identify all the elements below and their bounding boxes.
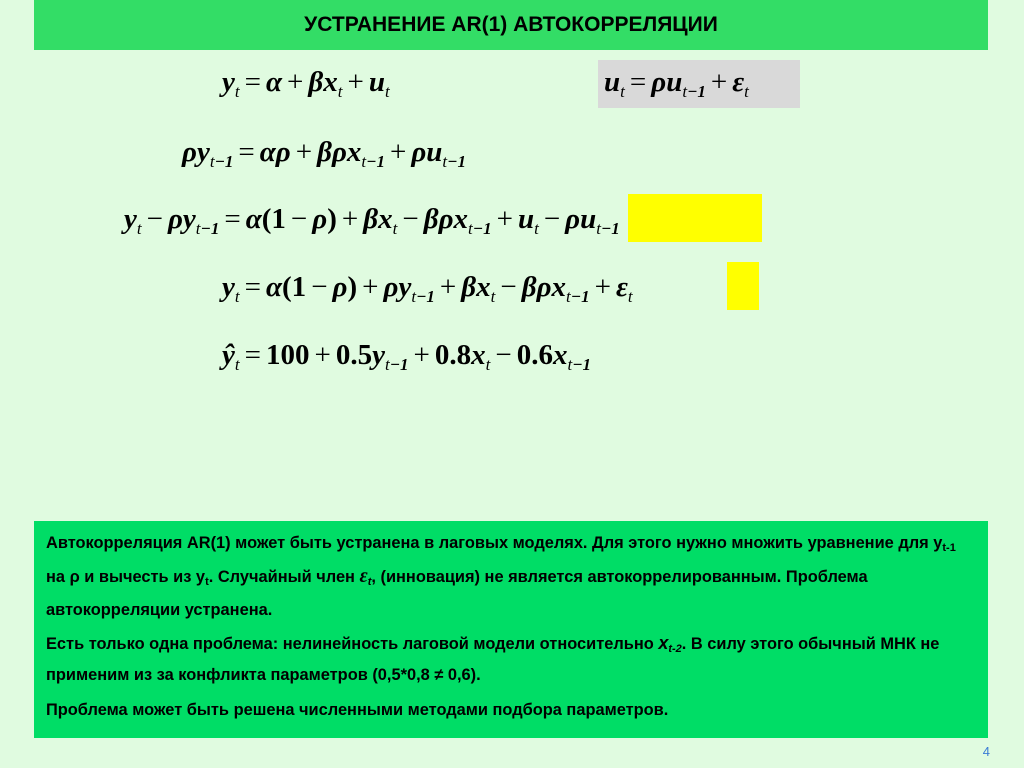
p2-x: x (658, 633, 669, 653)
p2-subscript-t-2: t-2 (668, 643, 682, 655)
title-bar (34, 0, 988, 50)
p1-subscript-eps-t: t (367, 576, 372, 588)
p1-text-a: Автокорреляция AR(1) может быть устранена в лаговых моделях. Для этого нужно множить уравнение для y (46, 534, 943, 552)
equation-5: $y_t = \alpha(1 - \rho) + \rho y_{t-1} + \beta x_t - \beta\rho x_{t-1} + \varepsilon_t$ (222, 271, 633, 306)
p2-text-b: . В силу этого обычный МНК не применим из за конфликта параметров (0,5*0,8 ≠ 0,6). (46, 635, 940, 684)
p1-epsilon: ε (359, 565, 368, 587)
paragraph-1 (46, 529, 976, 624)
p1-subscript-t-1: t-1 (942, 542, 956, 554)
equation-3: $\rho y_{t-1} = \alpha\rho + \beta\rho x_{t-1} + \rho u_{t-1}$ (182, 136, 466, 171)
equation-1: $y_t = \alpha + \beta x_t + u_t$ (222, 66, 390, 101)
p1-subscript-t: t (205, 576, 209, 588)
highlight-yellow-innovation-terms (628, 194, 762, 242)
equation-6-estimated: $ŷ_t = 100 + 0.5y_{t-1} + 0.8x_t - 0.6x_{t-1}$ (222, 339, 591, 374)
page-number: 4 (982, 744, 990, 759)
paragraph-2 (46, 630, 976, 688)
slide-title: УСТРАНЕНИЕ AR(1) АВТОКОРРЕЛЯЦИИ (304, 13, 718, 36)
paragraph-3: Проблема может быть решена численными методами подбора параметров. (46, 701, 669, 719)
p1-text-c: . Случайный член (208, 568, 360, 586)
p1-text-b: на ρ и вычесть из y (46, 568, 206, 586)
p1-text-d: , (инновация) не является автокоррелированным. Проблема автокорреляции устранена. (46, 568, 868, 619)
equation-4: $y_t - \rho y_{t-1} = \alpha(1 - \rho) + \beta x_t - \beta\rho x_{t-1} + u_t - \rho u_{t-1}$ (124, 203, 620, 238)
p2-text-a: Есть только одна проблема: нелинейность лаговой модели относительно (46, 635, 659, 653)
highlight-yellow-epsilon (727, 262, 759, 310)
explanation-box (34, 521, 988, 738)
equation-2-ar1-process: $u_t = \rho u_{t-1} + \varepsilon_t$ (604, 66, 749, 101)
